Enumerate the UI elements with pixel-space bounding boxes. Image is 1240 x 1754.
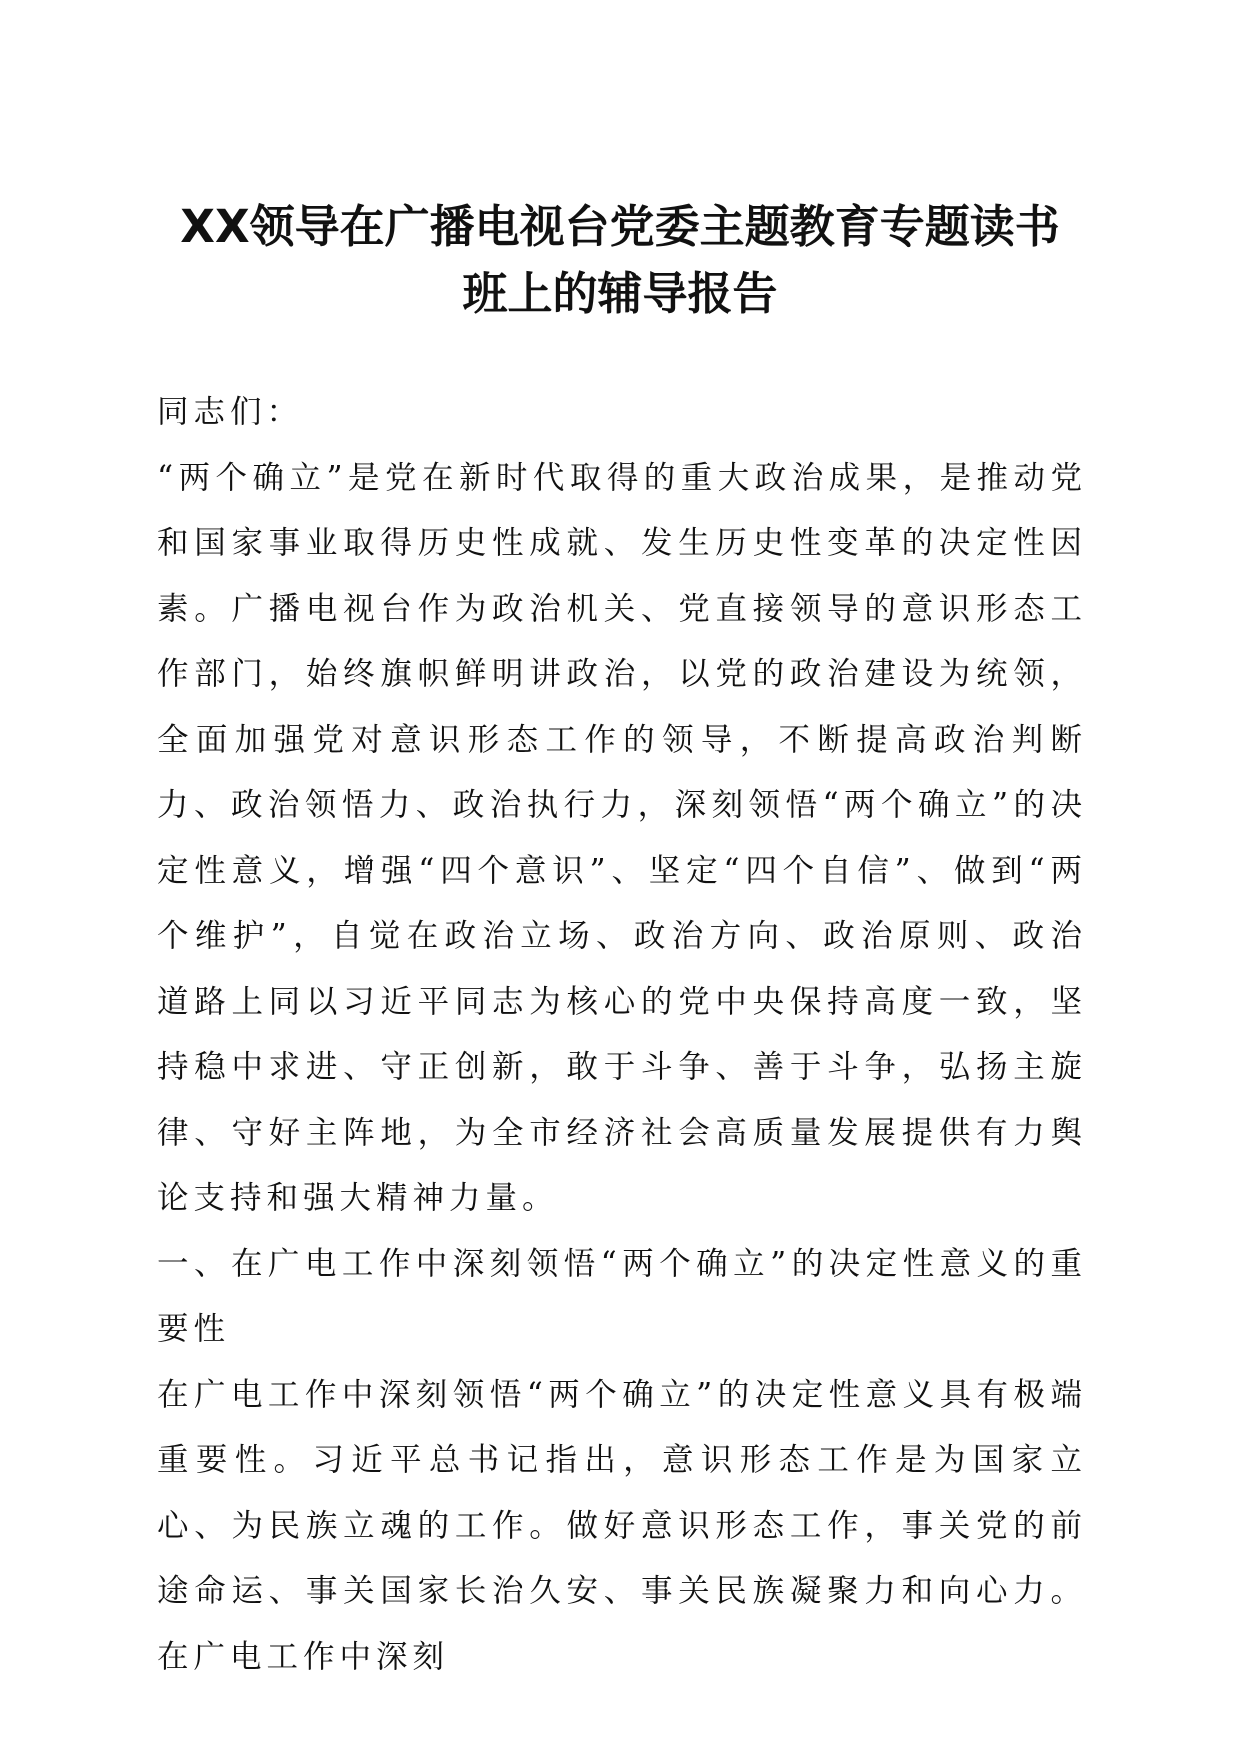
paragraph-section-1: 在广电工作中深刻领悟“两个确立”的决定性意义具有极端重要性。习近平总书记指出，意识形态工作是为国家立心、为民族立魂的工作。做好意识形态工作，事关党的前途命运、事关国家长治久安、事关民族凝聚力和向心力。在广电工作中深刻	[157, 1376, 1087, 1675]
document-title-line-1: XX领导在广播电视台党委主题教育专题读书	[180, 200, 1060, 253]
document-title-line-2: 班上的辅导报告	[462, 267, 778, 320]
paragraph-intro: “两个确立”是党在新时代取得的重大政治成果，是推动党和国家事业取得历史性成就、发生历史性变革的决定性因素。广播电视台作为政治机关、党直接领导的意识形态工作部门，始终旗帜鲜明讲政治，以党的政治建设为统领，全面加强党对意识形态工作的领导，不断提高政治判断力、政治领悟力、政治执行力，深刻领悟“两个确立”的决定性意义，增强“四个意识”、坚定“四个自信”、做到“两个维护”，自觉在政治立场、政治方向、政治原则、政治道路上同以习近平同志为核心的党中央保持高度一致，坚持稳中求进、守正创新，敢于斗争、善于斗争，弘扬主旋律、守好主阵地，为全市经济社会高质量发展提供有力舆论支持和强大精神力量。	[157, 459, 1087, 1216]
salutation: 同志们：	[157, 394, 304, 430]
document-body	[157, 380, 1087, 1690]
section-heading-1: 一、在广电工作中深刻领悟“两个确立”的决定性意义的重要性	[157, 1245, 1087, 1347]
